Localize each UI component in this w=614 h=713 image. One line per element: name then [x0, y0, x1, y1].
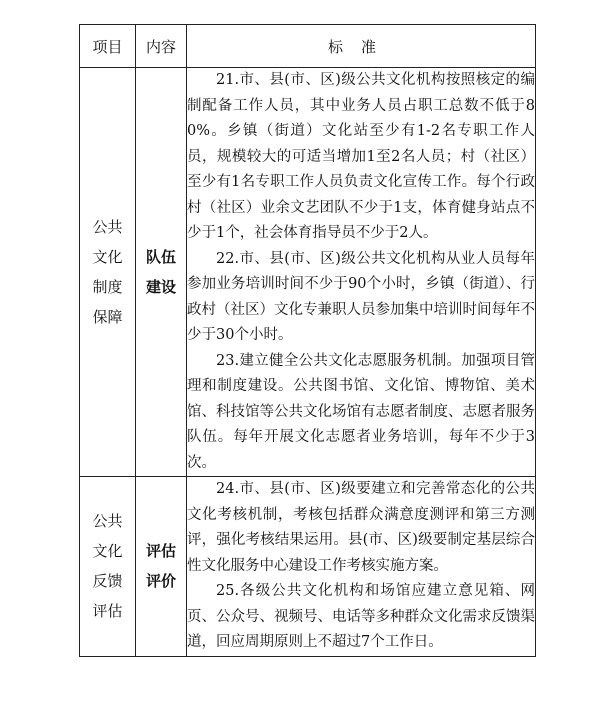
project-line: 文化: [92, 542, 123, 561]
standard-paragraph: 23.建立健全公共文化志愿服务机制。加强项目管理和制度建设。公共图书馆、文化馆、博物馆、美术馆、科技馆等公共文化场馆有志愿者制度、志愿者服务队伍。每年开展文化志愿者业务培训，每年不少于3次。: [187, 352, 535, 471]
project-line: 评估: [92, 602, 123, 621]
project-line: 公共: [92, 512, 123, 531]
content-cell: [136, 477, 187, 657]
standard-paragraph: 24.市、县(市、区)级要建立和完善常态化的公共文化考核机制，考核包括群众满意度测评和第三方测评，强化考核结果运用。县(市、区)级要制定基层综合性文化服务中心建设工作考核实施方案。: [187, 481, 535, 574]
standard-cell: [187, 68, 536, 477]
project-cell: [80, 68, 136, 477]
table-row: [80, 477, 536, 657]
content-cell: [136, 68, 187, 477]
table-row: [80, 68, 536, 477]
standard-paragraph: 21.市、县(市、区)级公共文化机构按照核定的编制配备工作人员，其中业务人员占职工总数不低于80%。乡镇（街道）文化站至少有1-2名专职工作人员，规模较大的可适当增加1至2名人员；村（社区）至少有1名专职工作人员负责文化宣传工作。每个行政村（社区）业余文艺团队不少于1支，体育健身站点不少于1个，社会体育指导员不少于2人。: [187, 72, 535, 241]
project-line: 文化: [92, 248, 123, 266]
project-line: 公共: [92, 218, 123, 236]
standards-table: [79, 24, 536, 657]
standard-cell: [187, 477, 536, 657]
standard-paragraph: 22.市、县(市、区)级公共文化机构从业人员每年参加业务培训时间不少于90个小时，乡镇（街道）、行政村（社区）文化专兼职人员参加集中培训时间每年不少于30个小时。: [187, 250, 535, 343]
project-line: 保障: [92, 308, 123, 326]
header-project: 项目: [80, 25, 136, 68]
header-standard: 标准: [187, 25, 536, 68]
content-line: 建设: [145, 278, 176, 296]
standard-paragraph: 25.各级公共文化机构和场馆应建立意见箱、网页、公众号、视频号、电话等多种群众文化需求反馈渠道，回应周期原则上不超过7个工作日。: [187, 583, 535, 650]
project-line: 制度: [92, 278, 123, 296]
content-line: 评估: [145, 542, 176, 561]
project-cell: [80, 477, 136, 657]
project-line: 反馈: [92, 572, 123, 591]
header-row: [80, 25, 536, 68]
header-content: 内容: [136, 25, 187, 68]
content-line: 队伍: [145, 248, 176, 266]
content-line: 评价: [145, 572, 176, 591]
